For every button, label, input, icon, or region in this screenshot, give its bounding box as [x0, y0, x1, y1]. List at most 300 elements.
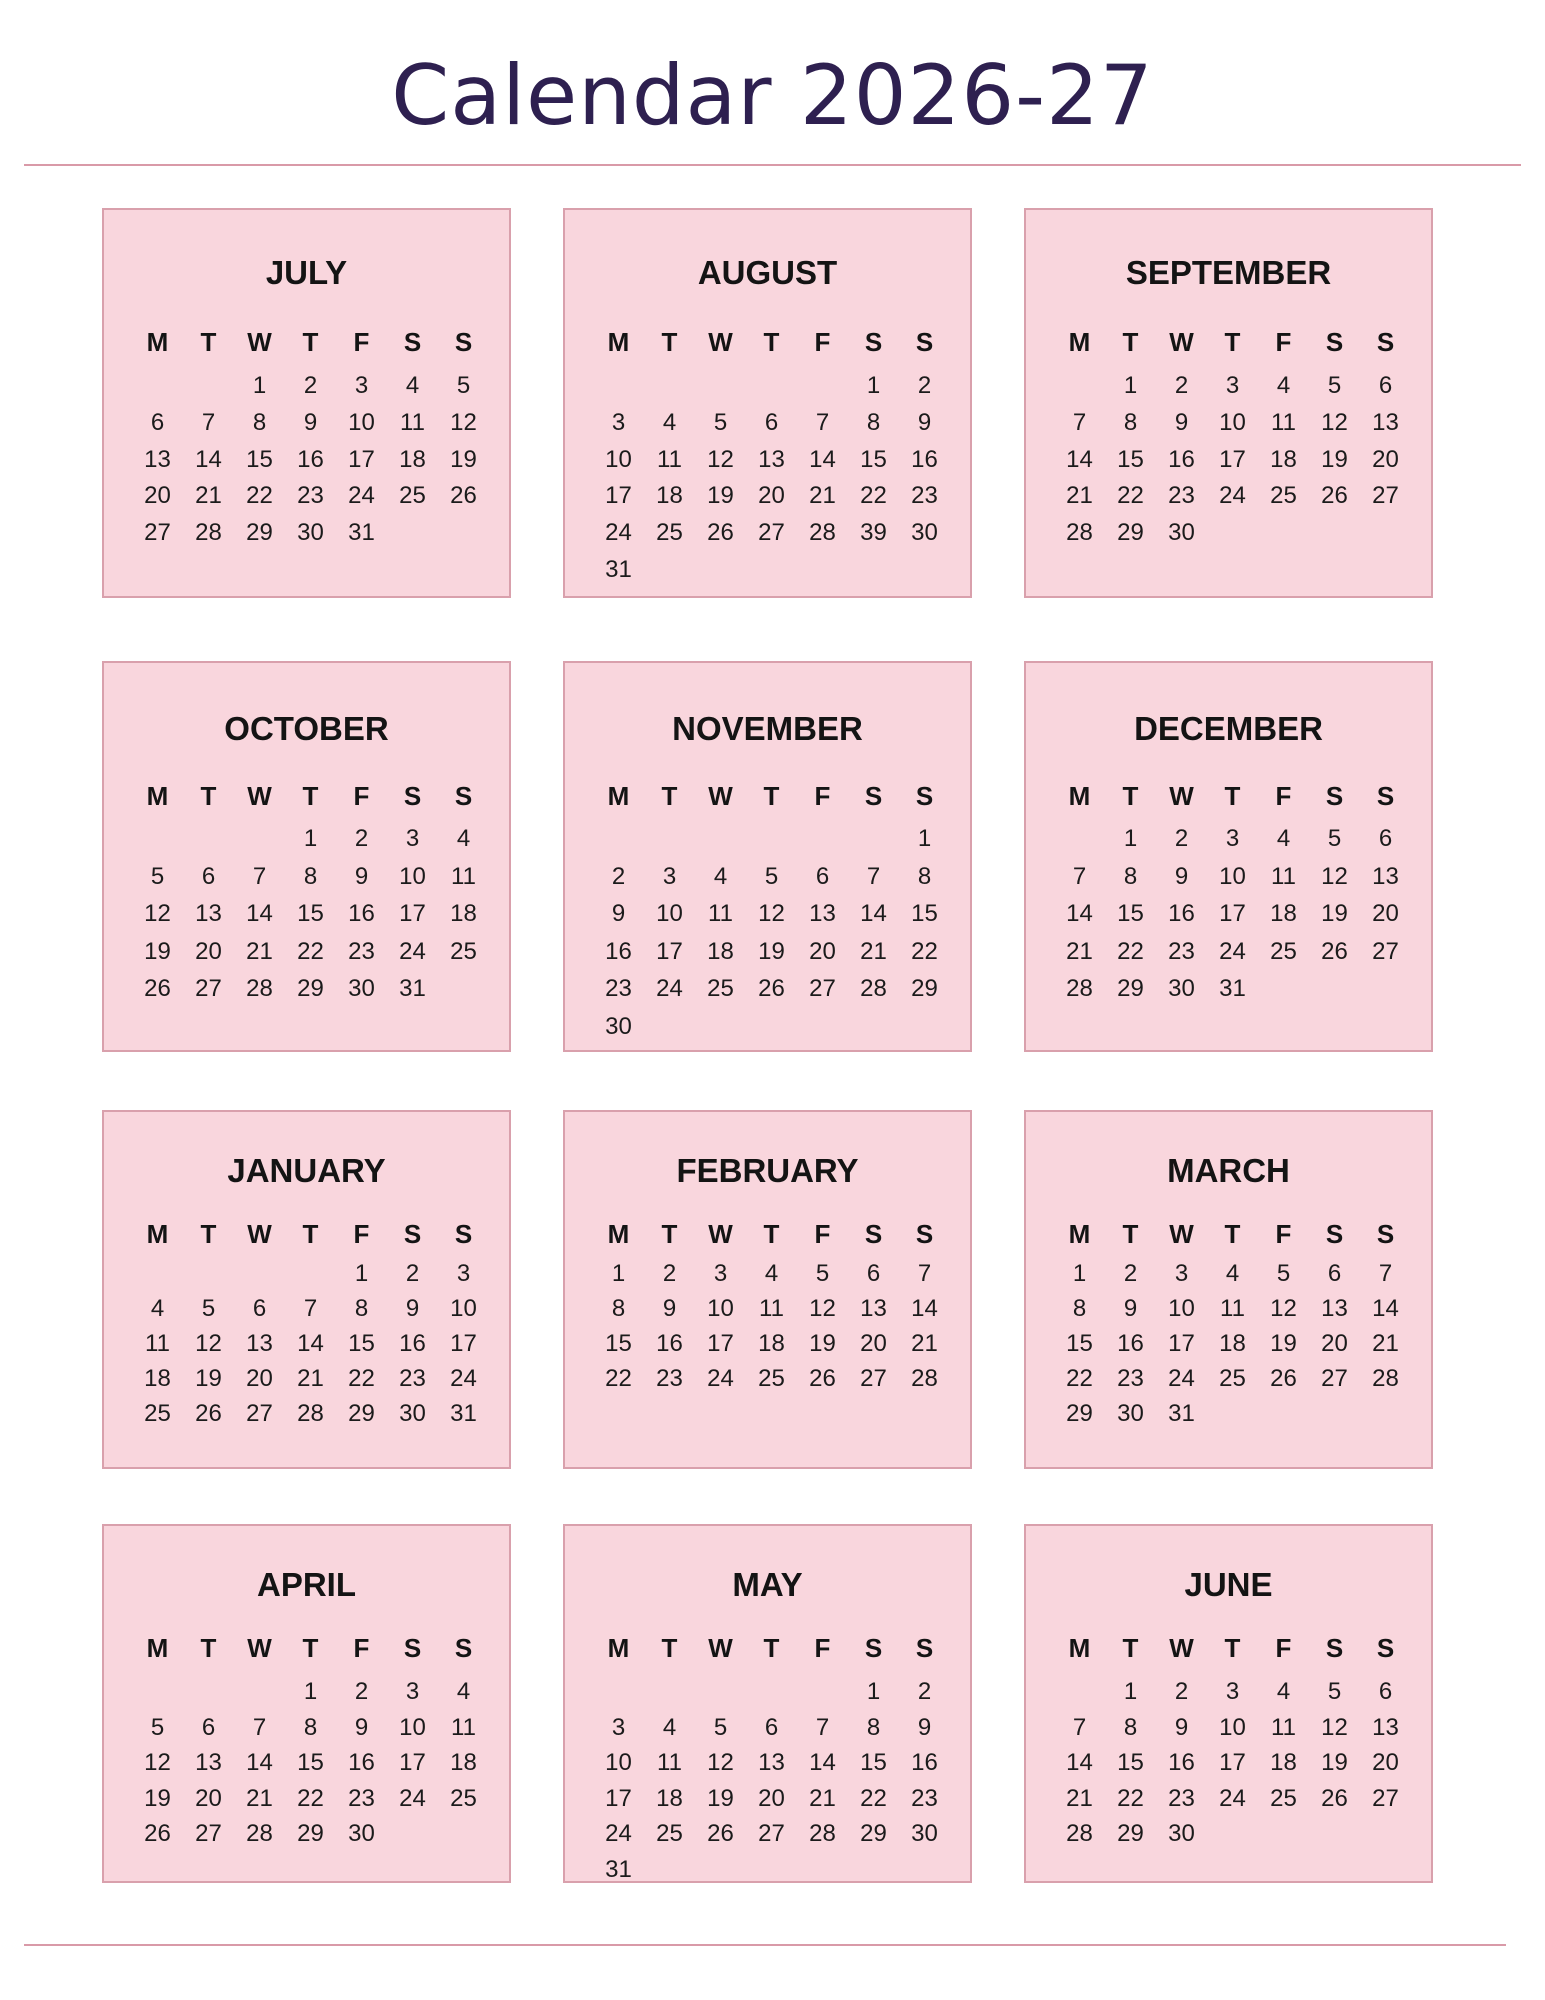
weekday-label: S	[864, 1633, 883, 1663]
day-cell	[644, 1856, 695, 1884]
day-cell: 20	[195, 1784, 222, 1812]
day-cell: 18	[758, 1330, 785, 1357]
weekday-header-row	[1054, 781, 1411, 812]
day-cell: 6	[150, 408, 165, 436]
week-row	[593, 519, 950, 547]
day-cell: 25	[1270, 937, 1297, 965]
month-name: FEBRUARY	[676, 1152, 859, 1189]
day-cell: 15	[297, 1749, 324, 1776]
day-cell: 12	[1321, 862, 1348, 890]
weekday-label: S	[1325, 1219, 1344, 1249]
day-cell: 19	[707, 1784, 734, 1812]
day-cell: 21	[809, 1784, 836, 1812]
day-cell: 21	[860, 937, 887, 965]
day-cell: 28	[1372, 1365, 1399, 1392]
day-cell: 27	[1321, 1365, 1348, 1392]
day-cell	[695, 556, 746, 584]
day-cell: 18	[1270, 900, 1297, 927]
day-cell: 27	[1372, 1784, 1399, 1812]
day-cell: 28	[1066, 519, 1093, 547]
day-cell: 29	[348, 1400, 375, 1427]
weekday-label: S	[403, 1219, 422, 1249]
day-cell: 2	[1123, 1260, 1138, 1287]
day-cell: 5	[150, 862, 165, 890]
day-cell: 3	[405, 1678, 420, 1705]
weekday-label: F	[814, 1219, 831, 1249]
day-cell	[746, 556, 797, 584]
day-cell: 2	[354, 1678, 369, 1705]
day-cell: 5	[1327, 1678, 1342, 1705]
week-row	[1054, 1820, 1411, 1848]
day-cell: 1	[866, 1678, 881, 1705]
day-cell: 17	[1219, 1749, 1246, 1776]
day-cell: 2	[611, 862, 626, 890]
day-cell: 22	[1117, 937, 1144, 965]
day-cell: 6	[1378, 1678, 1393, 1705]
day-cell: 21	[246, 1784, 273, 1812]
day-cell: 24	[399, 1784, 426, 1812]
day-cell: 11	[400, 408, 425, 436]
week-row	[1054, 863, 1411, 891]
weekday-label: W	[1169, 781, 1194, 811]
day-cell: 11	[1271, 1713, 1296, 1741]
day-cell: 15	[246, 445, 273, 473]
day-cell	[746, 1013, 797, 1041]
weekday-header-row	[593, 1633, 950, 1664]
day-cell	[644, 825, 695, 853]
day-cell: 9	[1174, 1713, 1189, 1741]
weekday-label: T	[1122, 1633, 1139, 1663]
month-name: JANUARY	[227, 1152, 386, 1189]
day-cell: 2	[303, 372, 318, 399]
day-cell: 12	[758, 900, 785, 927]
week-row	[1054, 938, 1411, 966]
day-cell: 9	[1174, 862, 1189, 890]
day-cell	[1054, 825, 1105, 853]
day-cell: 27	[758, 519, 785, 547]
day-cell: 18	[144, 1365, 171, 1392]
day-cell: 23	[911, 482, 938, 510]
week-row	[132, 1295, 489, 1323]
day-cell	[438, 519, 489, 547]
day-cell: 2	[917, 372, 932, 399]
week-row	[593, 1820, 950, 1848]
day-cell: 16	[656, 1330, 683, 1357]
day-cell: 28	[911, 1365, 938, 1392]
month-card-december	[1024, 661, 1433, 1052]
weekday-label: W	[247, 781, 272, 811]
weekday-label: S	[454, 1219, 473, 1249]
weekday-label: S	[915, 1633, 934, 1663]
day-cell: 27	[1372, 482, 1399, 510]
day-cell: 30	[1168, 519, 1195, 547]
weekday-header-row	[132, 781, 489, 812]
day-cell: 19	[1321, 445, 1348, 473]
day-cell	[234, 825, 285, 853]
day-cell: 31	[605, 556, 632, 583]
day-cell: 25	[1219, 1365, 1246, 1392]
day-cell: 28	[860, 975, 887, 1002]
day-cell: 20	[1372, 900, 1399, 927]
day-cell: 26	[707, 519, 734, 547]
day-cell	[132, 372, 183, 400]
week-row	[1054, 1330, 1411, 1358]
day-cell: 23	[348, 937, 375, 965]
weekday-label: T	[200, 1219, 217, 1249]
day-cell: 4	[1276, 372, 1291, 399]
day-cell	[1207, 1400, 1258, 1428]
day-cell: 17	[605, 482, 632, 510]
week-row	[593, 1295, 950, 1323]
weekday-label: S	[403, 781, 422, 811]
day-cell: 26	[144, 975, 171, 1002]
day-cell: 9	[662, 1295, 677, 1322]
day-cell: 30	[297, 519, 324, 547]
day-cell: 12	[450, 408, 477, 436]
day-cell: 31	[399, 975, 426, 1002]
weekday-label: S	[454, 327, 473, 357]
day-cell: 20	[860, 1330, 887, 1357]
month-name: NOVEMBER	[672, 710, 863, 747]
weekday-label: S	[1325, 327, 1344, 357]
day-cell: 1	[252, 372, 267, 399]
day-cell: 10	[1219, 1713, 1246, 1741]
weekday-label: M	[146, 327, 169, 357]
day-cell: 26	[1321, 482, 1348, 510]
weekday-label: S	[915, 1219, 934, 1249]
weekday-label: T	[661, 1219, 678, 1249]
day-cell: 22	[605, 1365, 632, 1392]
day-cell: 17	[1168, 1330, 1195, 1357]
day-cell: 24	[605, 519, 632, 547]
month-card-july	[102, 208, 511, 598]
day-cell: 5	[1327, 825, 1342, 852]
day-cell: 17	[656, 937, 683, 965]
day-cell: 5	[1327, 372, 1342, 399]
week-row	[132, 900, 489, 928]
day-cell: 19	[195, 1365, 222, 1392]
weekday-label: T	[763, 327, 780, 357]
day-cell: 9	[917, 408, 932, 436]
day-cell: 6	[201, 862, 216, 890]
day-cell: 31	[1219, 975, 1246, 1002]
weekday-label: W	[1169, 1219, 1194, 1249]
day-cell	[848, 1856, 899, 1884]
week-row	[1054, 1295, 1411, 1323]
weekday-label: F	[814, 1633, 831, 1663]
day-cell: 30	[348, 1820, 375, 1847]
week-row	[1054, 975, 1411, 1003]
day-cell: 11	[1271, 862, 1296, 890]
day-cell: 16	[399, 1330, 426, 1357]
day-cell: 18	[656, 1784, 683, 1812]
weekday-label: F	[353, 781, 370, 811]
weekday-label: T	[1122, 327, 1139, 357]
day-cell: 22	[1117, 1784, 1144, 1812]
day-cell	[1207, 1820, 1258, 1848]
day-cell: 16	[605, 937, 632, 965]
day-cell: 4	[405, 372, 420, 399]
day-cell: 29	[1117, 519, 1144, 547]
day-cell: 5	[456, 372, 471, 399]
day-cell: 15	[348, 1330, 375, 1357]
weekday-label: S	[864, 327, 883, 357]
day-cell: 1	[1123, 1678, 1138, 1705]
weekday-label: T	[302, 1633, 319, 1663]
day-cell: 24	[605, 1820, 632, 1847]
day-cell: 15	[1117, 445, 1144, 473]
day-cell	[593, 372, 644, 400]
day-cell: 11	[657, 445, 682, 473]
day-cell: 5	[815, 1260, 830, 1287]
day-cell	[593, 1678, 644, 1706]
day-cell: 15	[1117, 900, 1144, 927]
day-cell: 11	[1220, 1295, 1245, 1322]
weekday-label: W	[708, 327, 733, 357]
day-cell	[234, 1678, 285, 1706]
day-cell: 30	[605, 1012, 632, 1040]
day-cell: 8	[1072, 1295, 1087, 1322]
week-row	[593, 1856, 950, 1884]
week-row	[593, 825, 950, 853]
week-row	[132, 1749, 489, 1777]
day-cell	[746, 825, 797, 853]
day-cell: 23	[656, 1365, 683, 1392]
day-cell: 25	[450, 1784, 477, 1812]
day-cell: 16	[1117, 1330, 1144, 1357]
day-cell: 27	[809, 975, 836, 1002]
day-cell	[593, 825, 644, 853]
day-cell	[695, 825, 746, 853]
day-cell: 6	[764, 1713, 779, 1741]
day-cell: 30	[1168, 1820, 1195, 1847]
day-cell: 24	[1219, 937, 1246, 965]
weekday-label: T	[763, 781, 780, 811]
day-cell: 25	[656, 519, 683, 547]
day-cell	[1258, 519, 1309, 547]
day-cell: 21	[1372, 1330, 1399, 1357]
day-cell: 3	[1225, 825, 1240, 852]
weekday-label: S	[454, 781, 473, 811]
week-row	[132, 409, 489, 437]
day-cell: 1	[611, 1260, 626, 1287]
day-cell: 26	[144, 1820, 171, 1847]
day-cell: 13	[144, 445, 171, 473]
month-name: SEPTEMBER	[1125, 254, 1332, 291]
day-cell: 1	[1123, 372, 1138, 399]
day-cell: 9	[611, 900, 626, 927]
day-cell	[695, 1013, 746, 1041]
day-cell: 2	[662, 1260, 677, 1287]
weekday-label: T	[1224, 1219, 1241, 1249]
month-card-october	[102, 661, 511, 1052]
day-cell: 18	[1219, 1330, 1246, 1357]
week-row	[593, 1013, 950, 1041]
day-cell: 29	[297, 1820, 324, 1847]
day-cell: 3	[405, 825, 420, 852]
day-cell: 5	[764, 862, 779, 890]
day-cell: 8	[611, 1295, 626, 1322]
day-cell	[438, 975, 489, 1003]
day-cell: 26	[1270, 1365, 1297, 1392]
day-cell: 21	[911, 1330, 938, 1357]
day-cell: 27	[246, 1400, 273, 1427]
day-cell: 16	[911, 1749, 938, 1776]
weekday-label: W	[708, 1633, 733, 1663]
day-cell: 3	[354, 372, 369, 399]
day-cell	[183, 825, 234, 853]
day-cell: 1	[303, 1678, 318, 1705]
week-row	[132, 1260, 489, 1288]
weekday-label: T	[1122, 781, 1139, 811]
week-row	[593, 372, 950, 400]
day-cell: 26	[809, 1365, 836, 1392]
day-cell: 12	[144, 1749, 171, 1776]
day-cell: 24	[1219, 1784, 1246, 1812]
weekday-label: S	[1376, 327, 1395, 357]
day-cell: 31	[1168, 1400, 1195, 1427]
day-cell: 4	[764, 1260, 779, 1287]
day-cell	[899, 556, 950, 584]
day-cell: 39	[860, 519, 887, 547]
day-cell: 19	[809, 1330, 836, 1357]
day-cell: 7	[1072, 862, 1087, 890]
weekday-label: M	[607, 1633, 630, 1663]
month-name: OCTOBER	[224, 710, 389, 747]
day-cell	[1309, 1400, 1360, 1428]
week-row	[1054, 1785, 1411, 1813]
day-cell: 17	[348, 445, 375, 473]
day-cell: 27	[195, 1820, 222, 1847]
weekday-header-row	[593, 327, 950, 358]
weekday-header-row	[1054, 1633, 1411, 1664]
weekday-label: S	[915, 781, 934, 811]
week-row	[593, 1714, 950, 1742]
day-cell: 18	[656, 482, 683, 510]
day-cell: 21	[297, 1365, 324, 1392]
day-cell: 16	[1168, 445, 1195, 473]
weekday-label: W	[1169, 1633, 1194, 1663]
week-row	[593, 482, 950, 510]
day-cell: 27	[144, 519, 171, 547]
day-cell	[848, 825, 899, 853]
day-cell: 23	[399, 1365, 426, 1392]
day-cell: 21	[195, 482, 222, 510]
weekday-label: M	[1068, 327, 1091, 357]
weekday-label: M	[607, 327, 630, 357]
day-cell	[285, 1260, 336, 1288]
day-cell: 23	[1168, 937, 1195, 965]
week-row	[593, 975, 950, 1003]
day-cell: 25	[707, 975, 734, 1002]
day-cell: 1	[917, 825, 932, 852]
day-cell: 13	[758, 445, 785, 473]
day-cell: 18	[1270, 1749, 1297, 1776]
weekday-label: F	[1275, 781, 1292, 811]
day-cell: 10	[348, 408, 375, 436]
weekday-label: S	[1325, 781, 1344, 811]
day-cell: 19	[1321, 1749, 1348, 1776]
day-cell: 15	[1117, 1749, 1144, 1776]
day-cell: 28	[246, 975, 273, 1002]
day-cell: 24	[348, 482, 375, 510]
day-cell: 7	[252, 1713, 267, 1741]
month-card-november	[563, 661, 972, 1052]
week-row	[132, 1820, 489, 1848]
day-cell: 14	[1066, 900, 1093, 927]
day-cell: 8	[1123, 1713, 1138, 1741]
week-row	[132, 938, 489, 966]
day-cell	[746, 1856, 797, 1884]
day-cell: 23	[1168, 482, 1195, 510]
day-cell: 19	[1270, 1330, 1297, 1357]
week-row	[132, 1678, 489, 1706]
day-cell: 10	[1219, 408, 1246, 436]
day-cell: 27	[860, 1365, 887, 1392]
day-cell: 2	[405, 1260, 420, 1287]
day-cell: 9	[354, 862, 369, 890]
weekday-label: F	[814, 781, 831, 811]
week-row	[1054, 482, 1411, 510]
day-cell: 8	[866, 408, 881, 436]
week-row	[132, 372, 489, 400]
day-cell: 19	[1321, 900, 1348, 927]
day-cell: 30	[1117, 1400, 1144, 1427]
day-cell	[1207, 519, 1258, 547]
weekday-label: F	[353, 1633, 370, 1663]
day-cell: 29	[297, 975, 324, 1002]
day-cell: 3	[456, 1260, 471, 1287]
day-cell: 13	[1372, 862, 1399, 890]
day-cell: 22	[911, 937, 938, 965]
day-cell	[234, 1260, 285, 1288]
day-cell	[1258, 1400, 1309, 1428]
day-cell: 3	[662, 862, 677, 890]
day-cell: 14	[246, 1749, 273, 1776]
week-row	[1054, 1714, 1411, 1742]
week-row	[132, 446, 489, 474]
week-row	[132, 519, 489, 547]
day-cell: 7	[815, 1713, 830, 1741]
day-cell	[644, 1013, 695, 1041]
day-cell	[695, 1856, 746, 1884]
week-row	[1054, 1365, 1411, 1393]
day-cell: 30	[399, 1400, 426, 1427]
day-cell: 14	[297, 1330, 324, 1357]
weekday-label: T	[1224, 781, 1241, 811]
day-cell: 20	[144, 482, 171, 510]
day-cell: 31	[605, 1855, 632, 1883]
day-cell: 11	[145, 1330, 170, 1357]
day-cell	[132, 1260, 183, 1288]
weekday-header-row	[132, 1219, 489, 1250]
day-cell: 17	[707, 1330, 734, 1357]
day-cell	[644, 556, 695, 584]
day-cell	[1360, 975, 1411, 1003]
day-cell: 27	[1372, 937, 1399, 965]
day-cell: 4	[456, 825, 471, 852]
day-cell	[387, 1820, 438, 1848]
week-row	[1054, 900, 1411, 928]
day-cell: 5	[713, 1713, 728, 1741]
day-cell: 7	[1072, 1713, 1087, 1741]
day-cell	[848, 1013, 899, 1041]
week-row	[132, 975, 489, 1003]
day-cell: 11	[657, 1749, 682, 1776]
day-cell: 13	[195, 1749, 222, 1776]
week-row	[593, 1785, 950, 1813]
weekday-label: T	[302, 781, 319, 811]
